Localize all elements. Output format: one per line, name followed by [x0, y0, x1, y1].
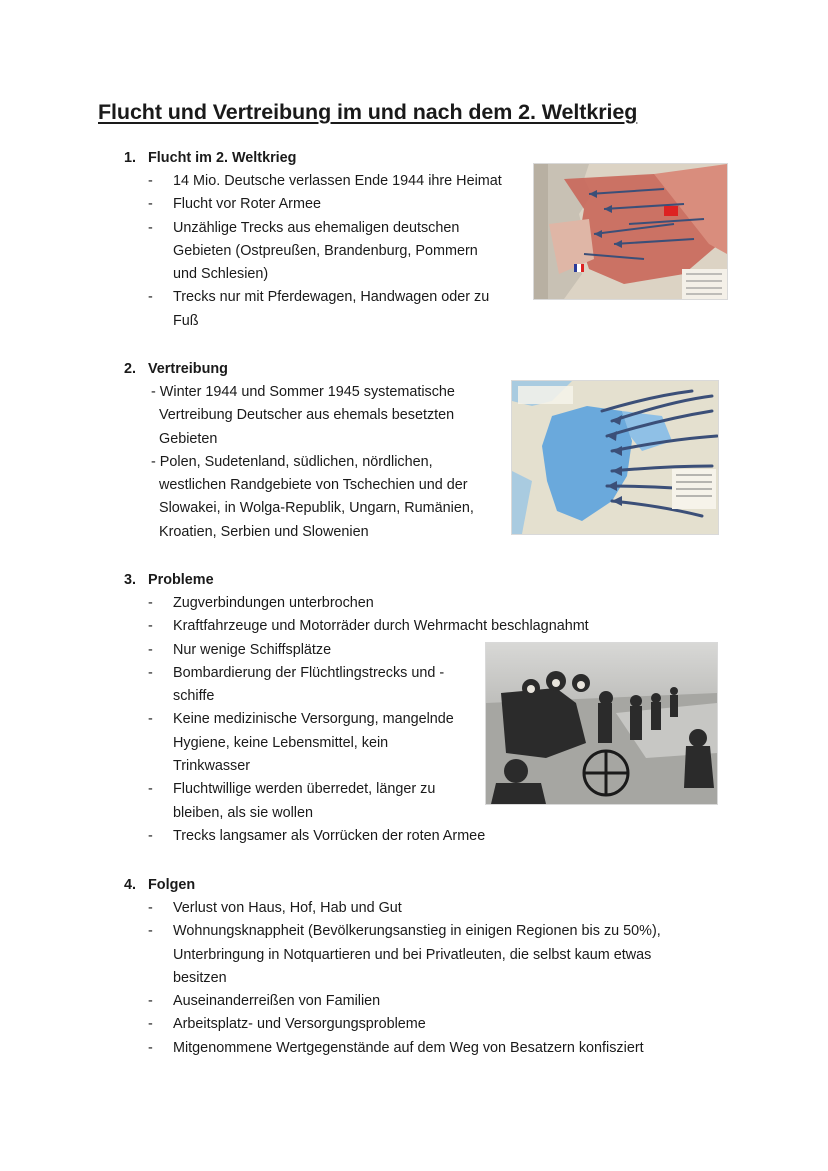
list-item-continuation: Gebieten: [151, 430, 218, 447]
list-item-continuation: und Schlesien): [173, 266, 269, 283]
list-item: - Trecks nur mit Pferdewagen, Handwagen oder zu: [148, 289, 490, 306]
list-item-continuation: Vertreibung Deutscher aus ehemals besetzten: [151, 407, 455, 424]
list-item: - Bombardierung der Flüchtlingstrecks und -: [148, 664, 445, 681]
section-title: Probleme: [148, 572, 214, 588]
list-item-continuation: westlichen Randgebiete von Tschechien und der: [151, 477, 468, 494]
list-item: - Unzählige Trecks aus ehemaligen deutschen: [148, 219, 460, 236]
list-item: - 14 Mio. Deutsche verlassen Ende 1944 ihre Heimat: [148, 173, 502, 189]
page-title: Flucht und Vertreibung im und nach dem 2. Weltkrieg: [98, 100, 638, 124]
section-number: 1.: [124, 150, 137, 166]
list-item-continuation: Slowakei, in Wolga-Republik, Ungarn, Rumänien,: [151, 500, 474, 517]
list-item-continuation: Fuß: [173, 312, 199, 329]
flight-routes-map: [534, 164, 727, 299]
refugee-trek-photo: [485, 642, 718, 805]
section-1-list: [148, 170, 538, 333]
list-item: - Keine medizinische Versorgung, mangelnde: [148, 711, 454, 728]
list-item: - Arbeitsplatz- und Versorgungsprobleme: [148, 1016, 426, 1033]
list-item-continuation: schiffe: [173, 688, 215, 705]
section-title: Folgen: [148, 877, 196, 893]
list-item: - Flucht vor Roter Armee: [148, 196, 321, 213]
list-item: - Trecks langsamer als Vorrücken der roten Armee: [148, 827, 486, 844]
section-title: Vertreibung: [148, 361, 228, 377]
list-item-continuation: Gebieten (Ostpreußen, Brandenburg, Pommern: [173, 242, 478, 259]
refugee-trek-photo-drawing: [486, 643, 717, 804]
section-2-list: [151, 381, 521, 544]
section-number: 2.: [124, 361, 137, 377]
section-number: 4.: [124, 877, 137, 893]
list-item: - Zugverbindungen unterbrochen: [148, 595, 374, 611]
list-item: - Nur wenige Schiffsplätze: [148, 641, 332, 658]
section-title: Flucht im 2. Weltkrieg: [148, 150, 297, 166]
list-item: - Winter 1944 und Sommer 1945 systematische: [151, 384, 455, 400]
list-item: - Verlust von Haus, Hof, Hab und Gut: [148, 900, 402, 916]
list-item-continuation: Unterbringung in Notquartieren und bei Privatleuten, die selbst kaum etwas: [173, 946, 652, 963]
list-item-continuation: Trinkwasser: [173, 758, 251, 775]
list-item: - Fluchtwillige werden überredet, länger zu: [148, 781, 436, 798]
list-item: - Auseinanderreißen von Familien: [148, 993, 381, 1010]
section-4-list: [148, 897, 768, 1060]
list-item-continuation: bleiben, als sie wollen: [173, 804, 313, 821]
list-item-continuation: Hygiene, keine Lebensmittel, kein: [173, 734, 389, 751]
list-item: - Kraftfahrzeuge und Motorräder durch Wehrmacht beschlagnahmt: [148, 618, 589, 635]
list-item: - Mitgenommene Wertgegenstände auf dem Weg von Besatzern konfisziert: [148, 1039, 644, 1056]
expulsion-map-image: [511, 380, 719, 535]
section-number: 3.: [124, 572, 137, 588]
list-item: - Wohnungsknappheit (Bevölkerungsanstieg in einigen Regionen bis zu 50%),: [148, 923, 661, 940]
expulsion-map: [512, 381, 718, 534]
list-item-continuation: Kroatien, Serbien und Slowenien: [151, 523, 369, 540]
flight-routes-map-image: [533, 163, 728, 300]
list-item-continuation: besitzen: [173, 969, 227, 986]
list-item: - Polen, Sudetenland, südlichen, nördlichen,: [151, 453, 433, 470]
